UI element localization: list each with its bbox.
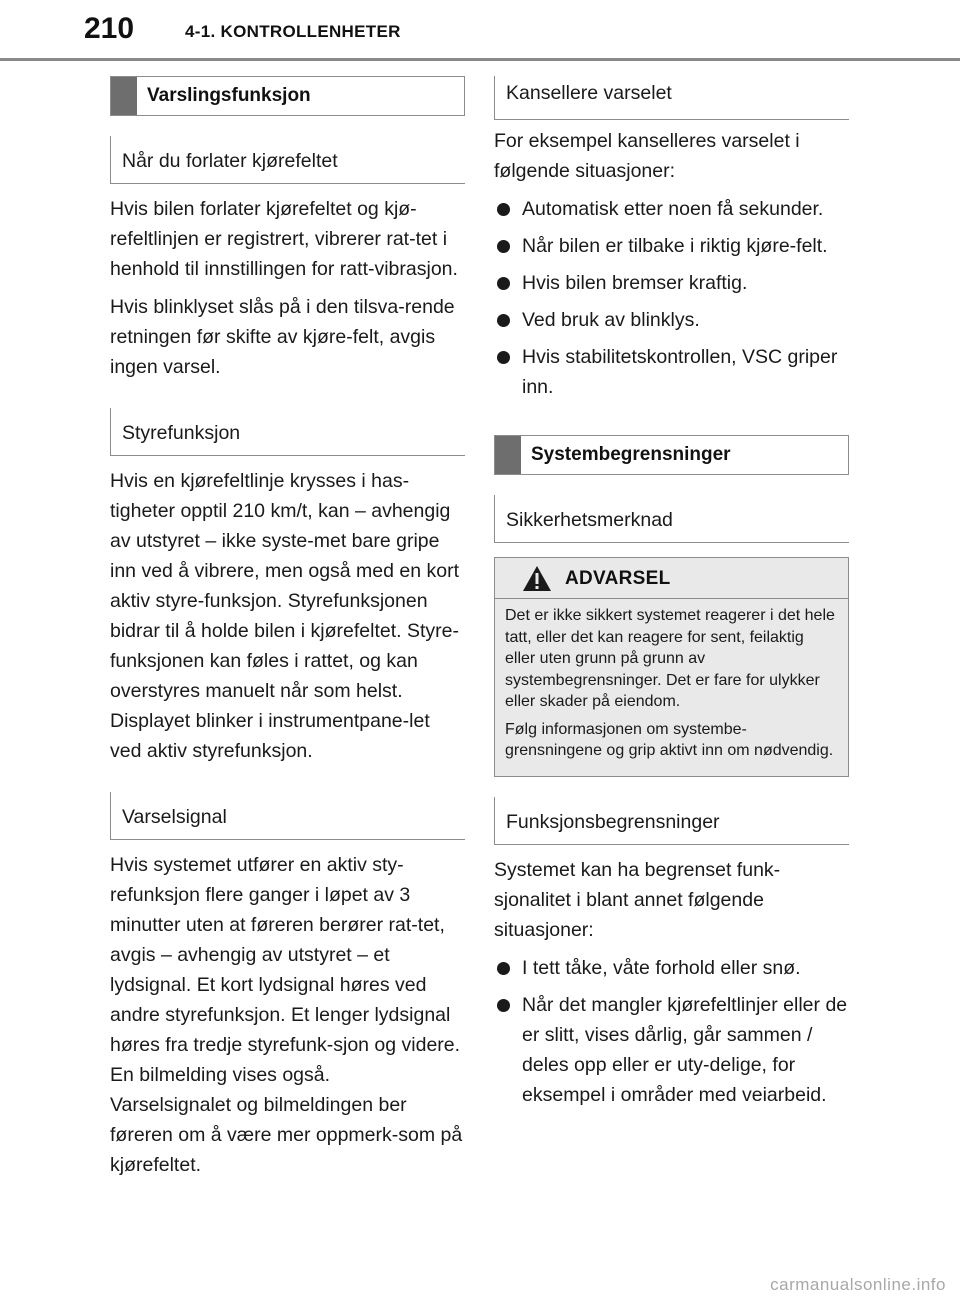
- warning-body: [495, 599, 848, 776]
- warning-box: [494, 557, 849, 777]
- paragraph: Hvis systemet utfører en aktiv sty-refunksjon flere ganger i løpet av 3 minutter uten at føreren berører rat-tet, avgis – avhengig av utstyret – et lydsignal. Et kort lydsignal høres ved andre styrefunksjon. Et lenger lydsignal høres fra tredje styrefunk-sjon og videre.: [110, 854, 461, 1056]
- paragraph: En bilmelding vises også.: [110, 1064, 331, 1086]
- right-column: [494, 76, 849, 1117]
- warning-triangle-icon: [522, 565, 552, 592]
- subheading-warning-signal: [110, 792, 465, 840]
- bullet-dot: [497, 314, 510, 327]
- bullet-dot: [497, 277, 510, 290]
- heading-varslingsfunksjon: [110, 76, 465, 116]
- subheading-text: Funksjonsbegrensninger: [506, 810, 720, 833]
- list-item-text: Når bilen er tilbake i riktig kjøre-felt.: [522, 235, 828, 257]
- list-item: [494, 194, 849, 224]
- heading-systembegrensninger: [494, 435, 849, 475]
- subheading-text: Kansellere varselet: [506, 82, 672, 104]
- subheading-safety-note: [494, 495, 849, 543]
- paragraph: For eksempel kanselleres varselet i følgende situasjoner:: [494, 130, 800, 182]
- bullet-list: [494, 953, 849, 1110]
- subheading-lane-leaving: [110, 136, 465, 184]
- heading-bar: [495, 436, 521, 474]
- watermark: carmanualsonline.info: [770, 1275, 946, 1294]
- list-item-text: I tett tåke, våte forhold eller snø.: [522, 956, 801, 979]
- subheading-cancel-warning: [494, 76, 849, 120]
- heading-bar: [111, 77, 137, 115]
- section-title: 4-1. KONTROLLENHETER: [185, 22, 401, 41]
- list-item: [494, 953, 849, 983]
- list-item: [494, 268, 849, 298]
- list-item-text: Automatisk etter noen få sekunder.: [522, 198, 824, 220]
- subheading-text: Når du forlater kjørefeltet: [122, 150, 338, 172]
- list-item-text: Hvis bilen bremser kraftig.: [522, 272, 748, 294]
- warning-text: Det er ikke sikkert systemet reagerer i det hele tatt, eller det kan reagere for sent, feilaktig eller uten grunn på grunn av systembegrensninger. Det er fare for ulykker eller skader på eiendom.: [505, 607, 835, 710]
- paragraph: Hvis bilen forlater kjørefeltet og kjø-refeltlinjen er registrert, vibrerer rat-tet i henhold til innstillingen for ratt-vibrasjon.: [110, 198, 458, 280]
- list-item: [494, 305, 849, 335]
- paragraph: Hvis blinklyset slås på i den tilsva-rende retningen før skifte av kjøre-felt, avgis ingen varsel.: [110, 296, 455, 378]
- list-item-text: Når det mangler kjørefeltlinjer eller de er slitt, vises dårlig, går sammen / deles opp eller er uty-delige, for eksempel i områder med veiarbeid.: [522, 993, 848, 1106]
- bullet-dot: [497, 999, 510, 1012]
- page-header: [0, 0, 960, 64]
- bullet-dot: [497, 203, 510, 216]
- heading-text: Systembegrensninger: [531, 444, 731, 465]
- bullet-dot: [497, 962, 510, 975]
- list-item-text: Hvis stabilitetskontrollen, VSC griper inn.: [522, 346, 838, 398]
- bullet-list: [494, 194, 849, 402]
- list-item: [494, 231, 849, 261]
- paragraph: Varselsignalet og bilmeldingen ber føreren om å være mer oppmerk-som på kjørefeltet.: [110, 1094, 463, 1176]
- warning-text: Følg informasjonen om systembe-grensningene og grip aktivt inn om nødvendig.: [505, 720, 834, 759]
- paragraph: Systemet kan ha begrenset funk-sjonalitet i blant annet følgende situasjoner:: [494, 858, 781, 941]
- header-divider: [0, 58, 960, 61]
- list-item: [494, 990, 849, 1110]
- page-number: 210: [84, 12, 135, 45]
- warning-title: ADVARSEL: [565, 568, 671, 589]
- left-column: [110, 76, 465, 1180]
- subheading-text: Styrefunksjon: [122, 422, 241, 444]
- subheading-function-limits: [494, 797, 849, 845]
- subheading-text: Varselsignal: [122, 806, 227, 828]
- list-item-text: Ved bruk av blinklys.: [522, 309, 700, 331]
- list-item: [494, 342, 849, 402]
- warning-header: [495, 558, 848, 599]
- subheading-steering-function: [110, 408, 465, 456]
- heading-text: Varslingsfunksjon: [147, 85, 311, 106]
- paragraph: Hvis en kjørefeltlinje krysses i has-tigheter opptil 210 km/t, kan – avhengig av utstyret – ikke syste-met bare gripe inn ved å vibrere, men også med en kort aktiv styre-funksjon. Styrefunksjonen bidrar til å holde bilen i kjørefeltet. Styre-funksjonen kan føles i rattet, og kan overstyres manuelt når som helst. Displayet blinker i instrumentpane-let ved aktiv styrefunksjon.: [110, 470, 460, 762]
- subheading-text: Sikkerhetsmerknad: [506, 509, 673, 531]
- bullet-dot: [497, 240, 510, 253]
- bullet-dot: [497, 351, 510, 364]
